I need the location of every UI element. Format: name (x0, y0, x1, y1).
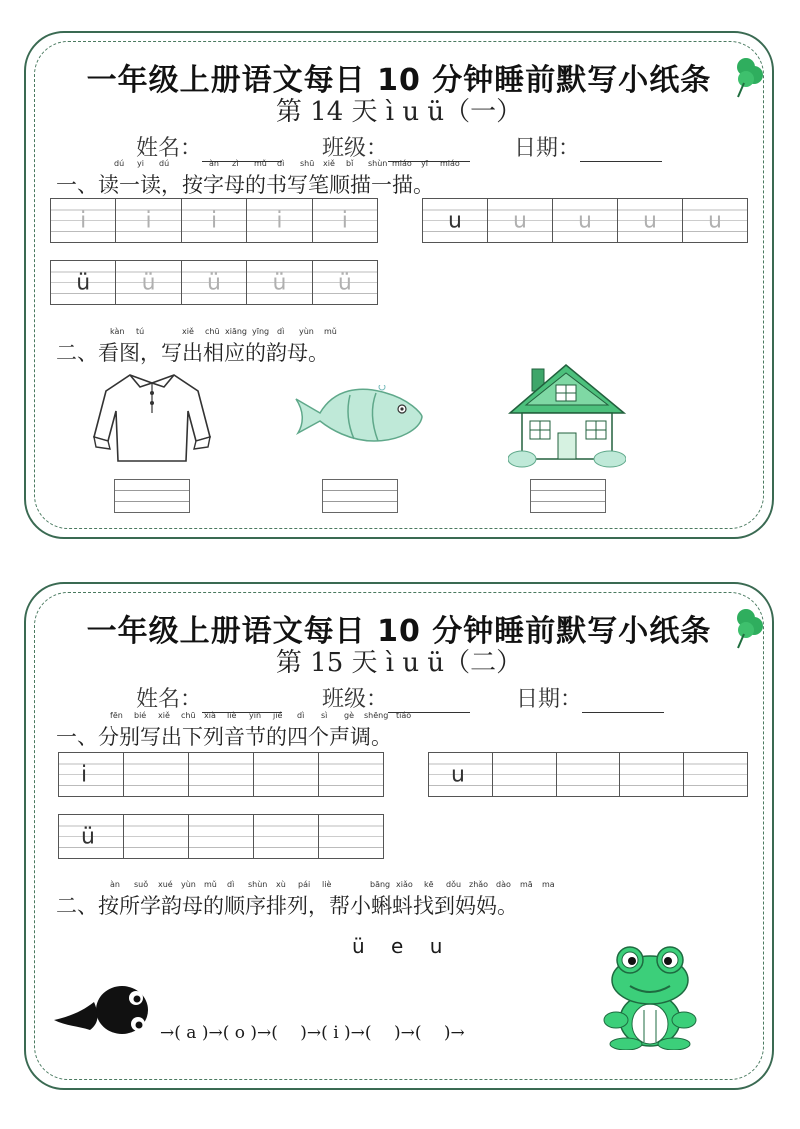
pinyin-annotation: chū (181, 711, 196, 720)
pinyin-annotation: dì (277, 159, 285, 168)
pinyin-annotation: liè (322, 880, 332, 889)
pinyin-annotation: dì (277, 327, 285, 336)
pinyin-annotation: mǔ (324, 327, 337, 336)
day-heading: 第 15 天 ì u ü（二） (275, 648, 523, 678)
pinyin-annotation: kàn (110, 327, 125, 336)
cell-letter: ü (81, 824, 95, 849)
pinyin-annotation: miáo (392, 159, 412, 168)
pinyin-annotation: kē (424, 880, 434, 889)
house-image (508, 363, 626, 469)
grid-cell[interactable] (189, 815, 254, 858)
answer-box-shirt[interactable] (114, 479, 190, 513)
pinyin-annotation: yùn (299, 327, 314, 336)
cell-letter: u (578, 208, 592, 233)
cell-letter: u (451, 762, 465, 787)
name-field[interactable] (136, 131, 282, 162)
writing-grid-v[interactable] (50, 260, 378, 305)
pinyin-annotation: àn (110, 880, 120, 889)
pinyin-annotation: yi (137, 159, 144, 168)
grid-cell[interactable] (319, 753, 383, 796)
grid-cell[interactable] (51, 199, 116, 242)
grid-cell[interactable] (429, 753, 493, 796)
tadpole-image (54, 980, 156, 1042)
grid-cell[interactable] (313, 261, 377, 304)
grid-cell[interactable] (247, 261, 312, 304)
cell-letter: u (708, 208, 722, 233)
cell-letter: u (448, 208, 462, 233)
grid-cell[interactable] (553, 199, 618, 242)
grid-cell[interactable] (116, 199, 181, 242)
grid-cell[interactable] (618, 199, 683, 242)
pinyin-annotation: miáo (440, 159, 460, 168)
vowel-order-sequence[interactable]: →( a )→( o )→( )→( i )→( )→( )→ (160, 1023, 465, 1043)
pinyin-annotation: shū (300, 159, 315, 168)
section-2-heading: 二、按所学韵母的顺序排列，帮小蝌蚪找到妈妈。 (56, 894, 518, 918)
tone-grid-i[interactable] (58, 752, 384, 797)
writing-grid-u[interactable] (422, 198, 748, 243)
cell-letter: ü (337, 270, 352, 295)
grid-cell[interactable] (59, 753, 124, 796)
grid-cell[interactable] (620, 753, 684, 796)
date-label: 日期： (514, 136, 581, 161)
grid-cell[interactable] (683, 199, 747, 242)
cell-letter: ü (207, 270, 221, 295)
grid-cell[interactable] (488, 199, 553, 242)
pinyin-annotation: xiě (182, 327, 194, 336)
grid-cell[interactable] (557, 753, 621, 796)
cell-letter: i (341, 208, 348, 233)
pinyin-annotation: yīn (249, 711, 262, 720)
pinyin-annotation: xiāng (225, 327, 248, 336)
grid-cell[interactable] (319, 815, 383, 858)
pinyin-annotation: dì (227, 880, 235, 889)
grid-cell[interactable] (59, 815, 124, 858)
cell-letter: u (513, 208, 527, 233)
tone-grid-v[interactable] (58, 814, 384, 859)
pinyin-annotation: yùn (181, 880, 196, 889)
name-label: 姓名： (136, 687, 203, 712)
pinyin-annotation: xiě (158, 711, 170, 720)
pinyin-annotation: liè (227, 711, 237, 720)
pinyin-annotation: shēng (364, 711, 389, 720)
class-label: 班级： (322, 136, 389, 161)
pinyin-annotation: dǒu (446, 880, 462, 889)
grid-cell[interactable] (423, 199, 488, 242)
grid-cell[interactable] (124, 753, 189, 796)
pinyin-annotation: xué (158, 880, 173, 889)
pinyin-annotation: shùn (368, 159, 388, 168)
pinyin-annotation: gè (344, 711, 354, 720)
section-2-heading: 二、看图，写出相应的韵母。 (56, 341, 329, 365)
cell-letter: i (80, 208, 87, 233)
answer-box-house[interactable] (530, 479, 606, 513)
grid-cell[interactable] (189, 753, 254, 796)
day-heading: 第 14 天 ì u ü（一） (275, 97, 523, 127)
pinyin-annotation: dú (159, 159, 170, 168)
vowel-letters: ü e u (352, 934, 453, 958)
date-field[interactable] (516, 682, 664, 713)
pinyin-annotation: chū (205, 327, 220, 336)
pinyin-annotation: suǒ (134, 880, 149, 889)
answer-box-fish[interactable] (322, 479, 398, 513)
pinyin-annotation: àn (209, 159, 219, 168)
frog-image (602, 946, 698, 1050)
pinyin-annotation: bǐ (346, 159, 354, 168)
pinyin-annotation: yī (421, 159, 428, 168)
cell-letter: ü (272, 270, 287, 295)
cell-letter: i (276, 208, 283, 233)
pinyin-annotation: dào (496, 880, 511, 889)
pinyin-annotation: xià (204, 711, 216, 720)
section-1-heading: 一、读一读，按字母的书写笔顺描一描。 (56, 173, 434, 197)
section-1-heading: 一、分别写出下列音节的四个声调。 (56, 725, 392, 749)
grid-cell[interactable] (254, 753, 319, 796)
pinyin-annotation: jié (273, 711, 283, 720)
class-field[interactable] (322, 131, 470, 162)
date-field[interactable] (514, 131, 662, 162)
cell-letter: ü (141, 270, 156, 295)
name-label: 姓名： (136, 136, 203, 161)
pinyin-annotation: mā (520, 880, 533, 889)
pinyin-annotation: ma (542, 880, 555, 889)
grid-cell[interactable] (116, 261, 181, 304)
pinyin-annotation: pái (298, 880, 311, 889)
class-field[interactable] (322, 682, 470, 713)
green-pin-icon (732, 53, 766, 99)
grid-cell[interactable] (493, 753, 557, 796)
pinyin-annotation: zì (232, 159, 239, 168)
grid-cell[interactable] (124, 815, 189, 858)
pinyin-annotation: tú (136, 327, 145, 336)
pinyin-annotation: dì (297, 711, 305, 720)
pinyin-annotation: xù (276, 880, 286, 889)
pinyin-annotation: bié (134, 711, 147, 720)
grid-cell[interactable] (182, 199, 247, 242)
pinyin-annotation: xiě (323, 159, 335, 168)
pinyin-annotation: bāng (370, 880, 391, 889)
tone-grid-u[interactable] (428, 752, 748, 797)
name-field[interactable] (136, 682, 282, 713)
grid-cell[interactable] (51, 261, 116, 304)
card-title: 一年级上册语文每日 10 分钟睡前默写小纸条 (86, 614, 712, 649)
pinyin-annotation: shùn (248, 880, 268, 889)
cell-letter: i (81, 762, 88, 787)
grid-cell[interactable] (313, 199, 377, 242)
pinyin-annotation: fēn (110, 711, 123, 720)
grid-cell[interactable] (247, 199, 312, 242)
cell-letter: ü (76, 270, 91, 295)
grid-cell[interactable] (182, 261, 247, 304)
grid-cell[interactable] (254, 815, 319, 858)
grid-cell[interactable] (684, 753, 747, 796)
writing-grid-i[interactable] (50, 198, 378, 243)
worksheet-card-day14 (24, 31, 774, 539)
cell-letter: i (145, 208, 152, 233)
cell-letter: u (643, 208, 657, 233)
pinyin-annotation: mǔ (254, 159, 267, 168)
cell-letter: i (210, 208, 218, 233)
shirt-image (90, 367, 214, 469)
pinyin-annotation: mǔ (204, 880, 217, 889)
card-title: 一年级上册语文每日 10 分钟睡前默写小纸条 (86, 63, 712, 98)
date-label: 日期： (516, 687, 583, 712)
fish-image (290, 385, 426, 447)
pinyin-annotation: tiáo (396, 711, 412, 720)
pinyin-annotation: yīng (252, 327, 270, 336)
pinyin-annotation: sì (321, 711, 328, 720)
pinyin-annotation: zhǎo (469, 880, 489, 889)
pinyin-annotation: xiǎo (396, 880, 413, 889)
worksheet-card-day15 (24, 582, 774, 1090)
pinyin-annotation: dú (114, 159, 125, 168)
green-pin-icon (732, 604, 766, 650)
class-label: 班级： (322, 687, 389, 712)
